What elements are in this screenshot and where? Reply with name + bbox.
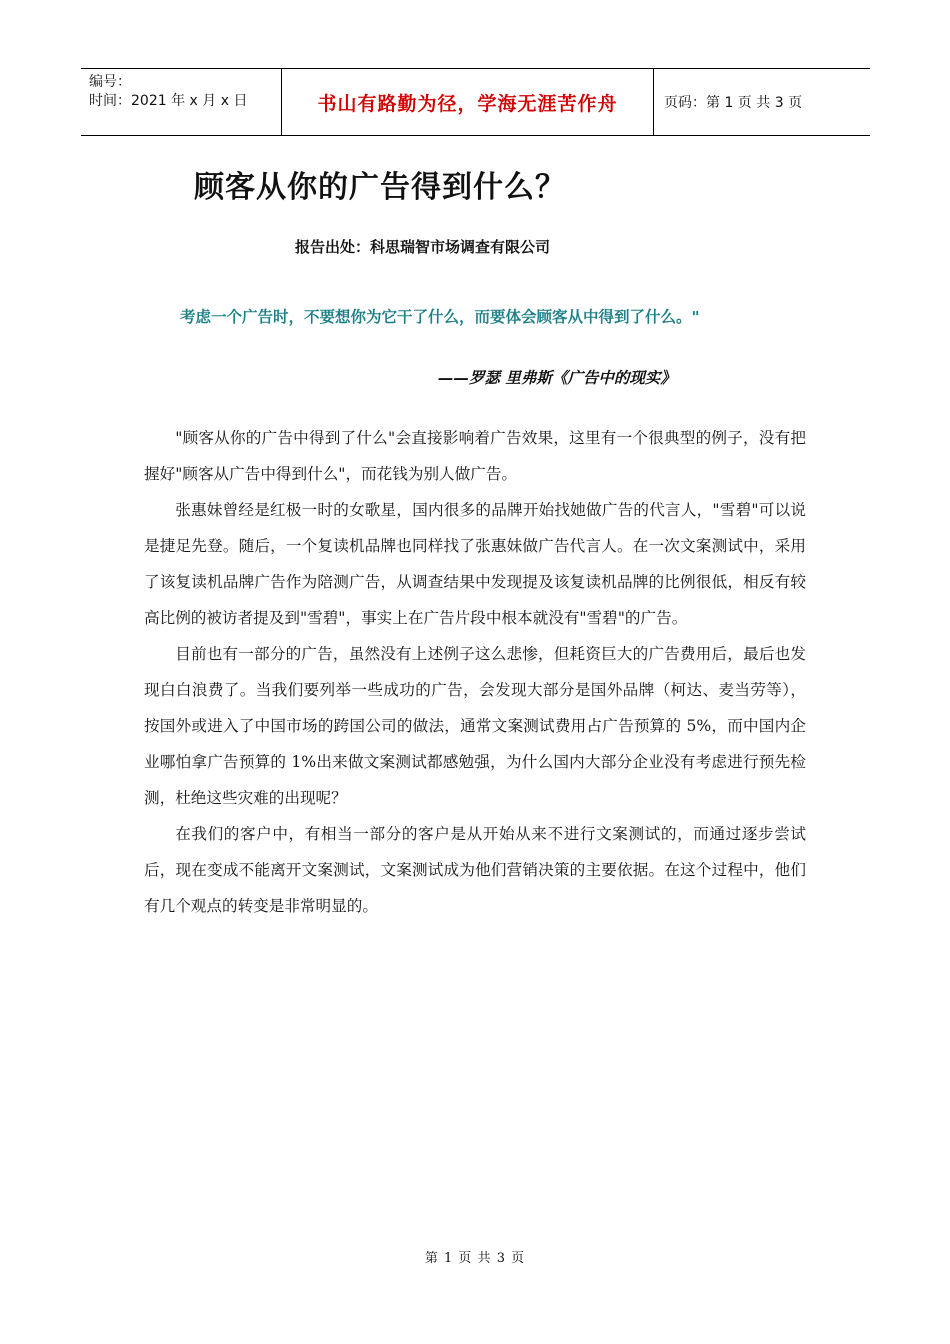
document-date: 时间：2021 年 x 月 x 日 xyxy=(89,93,248,109)
header-meta-cell xyxy=(81,69,281,135)
paragraph: 目前也有一部分的广告，虽然没有上述例子这么悲惨，但耗资巨大的广告费用后，最后也发现白白浪费了。当我们要列举一些成功的广告，会发现大部分是国外品牌（柯达、麦当劳等），按国外或进入了中国市场的跨国公司的做法，通常文案测试费用占广告预算的 5%，而中国内企业哪怕拿广告预算的 1%出来做文案测试都感勉强，为什么国内大部分企业没有考虑进行预先检测，杜绝这些灾难的出现呢？ xyxy=(144,645,806,807)
article-source: 报告出处：科思瑞智市场调查有限公司 xyxy=(295,238,551,256)
article-title: 顾客从你的广告得到什么？ xyxy=(194,170,566,205)
document-number-label: 编号： xyxy=(89,74,131,90)
epigraph-quote: 考虑一个广告时，不要想你为它干了什么，而要体会顾客从中得到了什么。" xyxy=(180,308,700,326)
document-header-table xyxy=(81,68,870,136)
article-body xyxy=(144,420,806,924)
paragraph: 在我们的客户中，有相当一部分的客户是从开始从来不进行文案测试的，而通过逐步尝试后，现在变成不能离开文案测试，文案测试成为他们营销决策的主要依据。在这个过程中，他们有几个观点的转变是非常明显的。 xyxy=(144,825,806,915)
header-page-cell xyxy=(654,69,870,135)
paragraph: "顾客从你的广告中得到了什么"会直接影响着广告效果，这里有一个很典型的例子，没有把握好"顾客从广告中得到什么"，而花钱为别人做广告。 xyxy=(144,429,806,483)
epigraph-attribution: ——罗瑟 里弗斯《广告中的现实》 xyxy=(438,369,676,387)
header-motto: 书山有路勤为径，学海无涯苦作舟 xyxy=(317,92,618,115)
header-motto-cell xyxy=(281,69,654,135)
paragraph: 张惠妹曾经是红极一时的女歌星，国内很多的品牌开始找她做广告的代言人，"雪碧"可以说是捷足先登。随后，一个复读机品牌也同样找了张惠妹做广告代言人。在一次文案测试中，采用了该复读机品牌广告作为陪测广告，从调查结果中发现提及该复读机品牌的比例很低，相反有较高比例的被访者提及到"雪碧"，事实上在广告片段中根本就没有"雪碧"的广告。 xyxy=(144,501,806,627)
header-page-info: 页码：第 1 页 共 3 页 xyxy=(664,95,803,111)
page-footer: 第 1 页 共 3 页 xyxy=(424,1251,526,1266)
